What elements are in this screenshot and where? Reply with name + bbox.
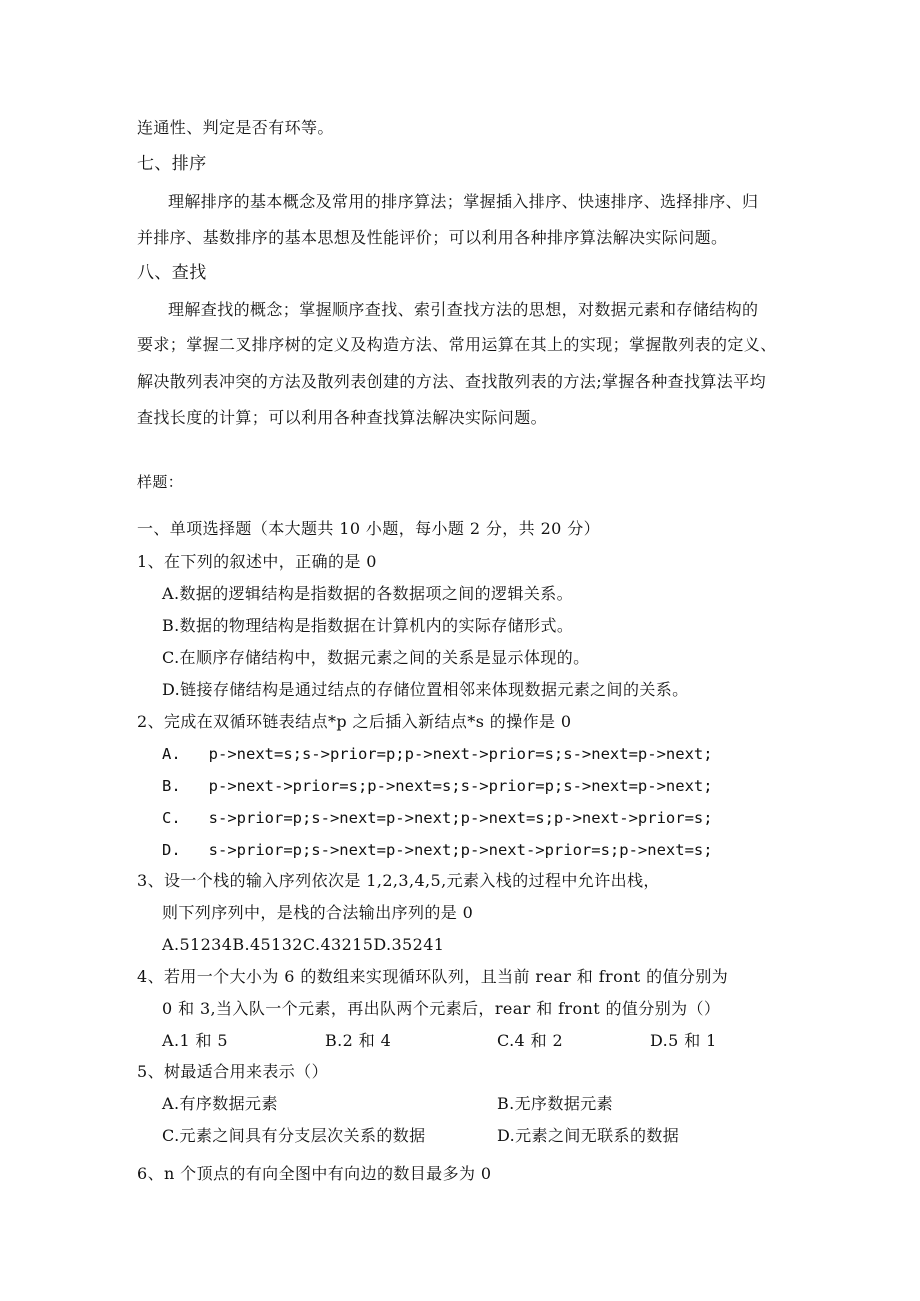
- question-section-heading: 一、单项选择题（本大题共 10 小题，每小题 2 分，共 20 分）: [137, 519, 601, 538]
- q4-option-d: D.5 和 1: [650, 1031, 717, 1050]
- question-6: 6、n 个顶点的有向全图中有向边的数目最多为 0: [137, 1164, 492, 1183]
- q4-option-a: A.1 和 5: [162, 1031, 228, 1050]
- question-1: 1、在下列的叙述中，正确的是 0: [137, 552, 377, 571]
- q3-options: A.51234B.45132C.43215D.35241: [162, 935, 445, 954]
- question-4: 4、若用一个大小为 6 的数组来实现循环队列，且当前 rear 和 front 的值分别为: [137, 967, 729, 986]
- q4-option-b: B.2 和 4: [325, 1031, 392, 1050]
- paragraph-line: 理解排序的基本概念及常用的排序算法；掌握插入排序、快速排序、选择排序、归: [168, 192, 759, 211]
- q2-option-b: B. p->next->prior=s;p->next=s;s->prior=p;s->next=p->next;: [162, 777, 713, 795]
- q5-option-d: D.元素之间无联系的数据: [497, 1126, 680, 1145]
- q1-option-d: D.链接存储结构是通过结点的存储位置相邻来体现数据元素之间的关系。: [162, 680, 689, 699]
- q1-option-a: A.数据的逻辑结构是指数据的各数据项之间的逻辑关系。: [162, 584, 574, 603]
- q5-option-a: A.有序数据元素: [162, 1094, 278, 1113]
- q2-option-a: A. p->next=s;s->prior=p;p->next->prior=s;s->next=p->next;: [162, 745, 713, 763]
- sample-questions-label: 样题：: [137, 473, 184, 491]
- q1-option-b: B.数据的物理结构是指数据在计算机内的实际存储形式。: [162, 616, 574, 635]
- question-5: 5、树最适合用来表示（）: [137, 1062, 328, 1081]
- paragraph-line: 理解查找的概念；掌握顺序查找、索引查找方法的思想，对数据元素和存储结构的: [168, 300, 759, 319]
- section-heading-searching: 八、查找: [137, 263, 207, 283]
- q4-option-c: C.4 和 2: [497, 1031, 564, 1050]
- question-4-continued: 0 和 3,当入队一个元素，再出队两个元素后，rear 和 front 的值分别为（）: [162, 999, 721, 1018]
- question-2: 2、完成在双循环链表结点*p 之后插入新结点*s 的操作是 0: [137, 712, 572, 731]
- q2-option-c: C. s->prior=p;s->next=p->next;p->next=s;p->next->prior=s;: [162, 809, 713, 827]
- paragraph-line: 查找长度的计算；可以利用各种查找算法解决实际问题。: [137, 408, 548, 427]
- section-heading-sorting: 七、排序: [137, 154, 207, 174]
- q5-option-b: B.无序数据元素: [497, 1094, 614, 1113]
- text-line: 连通性、判定是否有环等。: [137, 118, 334, 137]
- q2-option-d: D. s->prior=p;s->next=p->next;p->next->prior=s;p->next=s;: [162, 841, 713, 859]
- paragraph-line: 解决散列表冲突的方法及散列表创建的方法、查找散列表的方法;掌握各种查找算法平均: [137, 372, 766, 391]
- paragraph-line: 并排序、基数排序的基本思想及性能评价；可以利用各种排序算法解决实际问题。: [137, 228, 728, 247]
- question-3-continued: 则下列序列中，是栈的合法输出序列的是 0: [162, 903, 474, 922]
- paragraph-line: 要求；掌握二叉排序树的定义及构造方法、常用运算在其上的实现；掌握散列表的定义、: [137, 335, 777, 354]
- q5-option-c: C.元素之间具有分支层次关系的数据: [162, 1126, 426, 1145]
- q1-option-c: C.在顺序存储结构中，数据元素之间的关系是显示体现的。: [162, 648, 590, 667]
- question-3: 3、设一个栈的输入序列依次是 1,2,3,4,5,元素入栈的过程中允许出栈，: [137, 871, 660, 890]
